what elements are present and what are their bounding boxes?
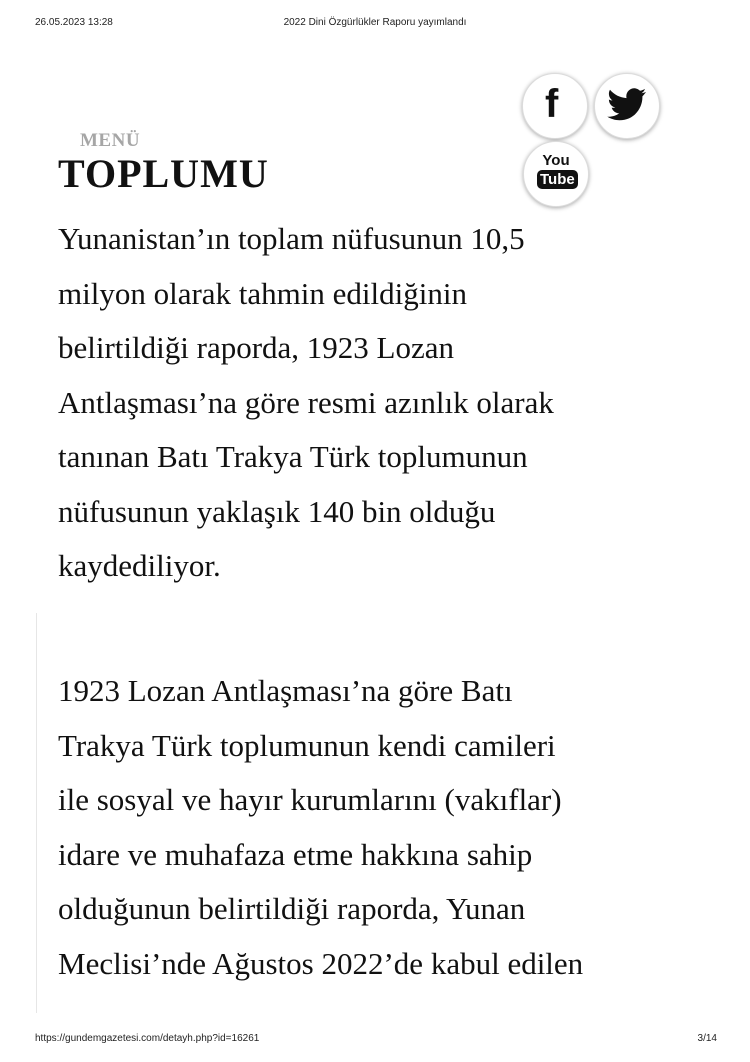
- paragraph-line: nüfusunun yaklaşık 140 bin olduğu: [58, 493, 496, 529]
- print-page-title: 2022 Dini Özgürlükler Raporu yayımlandı: [283, 17, 467, 28]
- facebook-button[interactable]: [522, 73, 588, 139]
- paragraph-line: belirtildiği raporda, 1923 Lozan: [58, 330, 454, 365]
- paragraph-line: tanınan Batı Trakya Türk toplumunun: [58, 439, 528, 474]
- page-number: 3/14: [697, 1033, 717, 1044]
- print-url: https://gundemgazetesi.com/detayh.php?id=16261: [35, 1033, 260, 1044]
- paragraph-line: Trakya Türk toplumunun kendi camileri: [58, 727, 556, 763]
- youtube-you-text: You: [542, 152, 570, 169]
- section-heading-text: TOPLUMU: [58, 151, 269, 190]
- print-date: 26.05.2023 13:28: [35, 17, 113, 28]
- paragraph-line: Antlaşması’na göre resmi azınlık olarak: [58, 384, 554, 420]
- print-footer: [0, 1033, 750, 1047]
- paragraph-line: Meclisi’nde Ağustos 2022’de kabul edilen: [58, 945, 584, 981]
- paragraph-line: kaydediliyor.: [58, 548, 221, 583]
- article-paragraph-2: [58, 664, 708, 991]
- youtube-tube-text: Tube: [537, 170, 578, 189]
- article-paragraph-1: [58, 212, 708, 594]
- paragraph-line: milyon olarak tahmin edildiğinin: [58, 275, 467, 311]
- paragraph-line: ile sosyal ve hayır kurumlarını (vakıflar): [58, 782, 562, 817]
- youtube-button[interactable]: [523, 141, 589, 207]
- twitter-icon: [607, 88, 647, 127]
- paragraph-line: 1923 Lozan Antlaşması’na göre Batı: [58, 673, 513, 708]
- twitter-button[interactable]: [594, 73, 660, 139]
- menu-button[interactable]: MENÜ: [80, 130, 141, 151]
- youtube-icon: [537, 152, 575, 189]
- print-header: [0, 17, 750, 31]
- facebook-icon: f: [545, 82, 559, 126]
- paragraph-line: olduğunun belirtildiği raporda, Yunan: [58, 891, 526, 926]
- paragraph-line: Yunanistan’ın toplam nüfusunun 10,5: [58, 221, 525, 256]
- content-divider: [36, 613, 37, 1013]
- paragraph-line: idare ve muhafaza etme hakkına sahip: [58, 836, 533, 872]
